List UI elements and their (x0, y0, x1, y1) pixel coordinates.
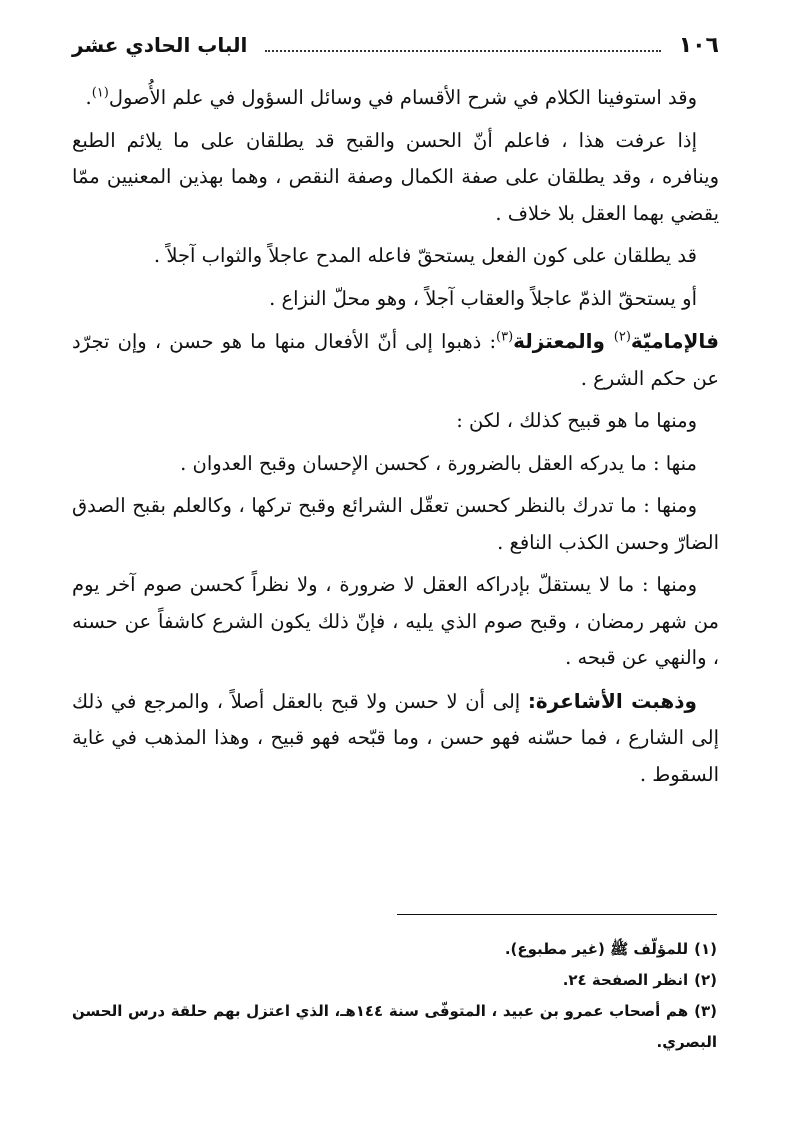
paragraph-10 (72, 683, 719, 794)
page-number: ١٠٦ (678, 32, 719, 58)
term-and: و (592, 329, 614, 353)
term-ashaira: وذهبت الأشاعرة: (527, 688, 697, 713)
paragraph-1-end: . (85, 86, 92, 109)
paragraph-3: قد يطلقان على كون الفعل يستحقّ فاعله المدح عاجلاً والثواب آجلاً . (153, 244, 697, 267)
chapter-title: الباب الحادي عشر (72, 33, 248, 57)
paragraph-8: ومنها : ما تدرك بالنظر كحسن تعقّل الشرائع وقبح تركها ، وكالعلم بقبح الصدق الضارّ وحسن الكذب النافع . (72, 494, 719, 554)
footnote-number: (٣) (694, 1002, 717, 1020)
paragraph-4: أو يستحقّ الذمّ عاجلاً والعقاب آجلاً ، وهو محلّ النزاع . (269, 286, 697, 310)
footnote-ref-2[interactable]: (٢) (613, 329, 631, 345)
footnote-3 (72, 996, 717, 1058)
term-imamiyya: فالإماميّة (630, 329, 719, 353)
main-text (72, 80, 719, 799)
footnote-ref-1[interactable]: (١) (91, 85, 109, 101)
footnote-ref-3[interactable]: (٣) (496, 329, 514, 345)
paragraph-6: ومنها ما هو قبيح كذلك ، لكن : (456, 409, 697, 432)
footnote-separator (397, 914, 717, 915)
paragraph-9: ومنها : ما لا يستقلّ بإدراكه العقل لا ضرورة ، ولا نظراً كحسن صوم آخر يوم من شهر رمضان ، وقبح صوم الذي يليه ، فإنّ ذلك يكون الشرع كاشفاً عن حسنه ، والنهي عن قبحه . (72, 573, 719, 669)
paragraph-7: منها : ما يدركه العقل بالضرورة ، كحسن الإحسان وقبح العدوان . (180, 451, 697, 475)
footnote-text: انظر الصفحة ٢٤. (562, 971, 689, 989)
running-header (72, 30, 719, 60)
paragraph-1-text: وقد استوفينا الكلام في شرح الأقسام في وسائل السؤول في علم الأُصول (108, 86, 697, 109)
footnote-text: للمؤلّف ﷺ (غير مطبوع). (504, 940, 689, 958)
paragraph-2: إذا عرفت هذا ، فاعلم أنّ الحسن والقبح قد يطلقان على ما يلائم الطبع وينافره ، وقد يطلقان على صفة الكمال وصفة النقص ، وهما بهذين المعنيين ممّا يقضي بهما العقل بلا خلاف . (72, 128, 719, 225)
footnotes (72, 934, 717, 1058)
footnote-2 (72, 965, 717, 996)
header-leader-dots (265, 50, 660, 52)
footnote-text: هم أصحاب عمرو بن عبيد ، المتوفّى سنة ١٤٤هـ، الذي اعتزل بهم حلقة درس الحسن البصري. (72, 1002, 717, 1051)
footnote-1 (72, 934, 717, 965)
paragraph-5 (72, 323, 719, 397)
paragraph-10-text: إلى أن لا حسن ولا قبح بالعقل أصلاً ، والمرجع في ذلك إلى الشارع ، فما حسّنه فهو حسن ، وما قبّحه فهو قبيح ، وهذا المذهب في غاية السقوط . (72, 689, 719, 786)
paragraph-1 (72, 80, 719, 117)
term-mutazila: المعتزلة (513, 329, 593, 353)
footnote-number: (١) (694, 940, 717, 958)
footnote-number: (٢) (694, 971, 717, 989)
paragraph-5-text: : ذهبوا إلى أنّ الأفعال منها ما هو حسن ، وإن تجرّد عن حكم الشرع . (72, 330, 719, 390)
